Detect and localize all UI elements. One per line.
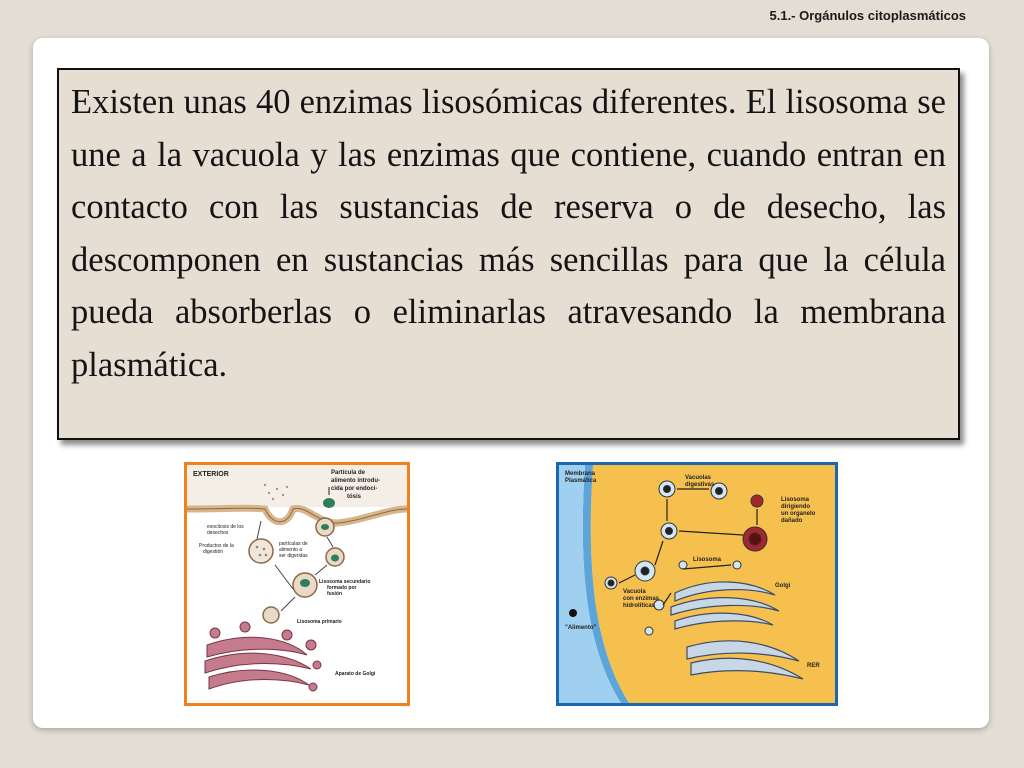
svg-text:fusión: fusión [327,591,342,597]
label-exterior: EXTERIOR [193,471,229,478]
svg-text:digestión: digestión [203,549,224,555]
svg-text:alimento introdu-: alimento introdu- [331,478,380,484]
svg-text:dirigiendo: dirigiendo [781,504,810,510]
svg-text:hidrolíticas: hidrolíticas [623,603,656,609]
svg-text:formado por: formado por [327,585,357,591]
svg-text:desechos: desechos [207,530,229,536]
label-membrana [565,471,597,484]
svg-text:cida por endoci-: cida por endoci- [331,486,378,492]
label-rer: RER [807,663,820,669]
svg-text:Membrana: Membrana [565,471,596,477]
svg-text:Lisosoma secundario: Lisosoma secundario [319,579,371,585]
svg-text:Lisosoma: Lisosoma [781,497,810,503]
lysosome-diagram-right-art [559,465,835,703]
body-paragraph: Existen unas 40 enzimas lisosómicas diferentes. El lisosoma se une a la vacuola y las enzimas que contiene, cuando entran en contacto con las sustancias de reserva o de desecho, las descomponen en sustancias más sencillas para que la célula pueda absorberlas o eliminarlas atravesando la membrana plasmática. [71,83,946,384]
svg-text:ser digeridas: ser digeridas [279,553,308,559]
page-header-title: 5.1.- Orgánulos citoplasmáticos [769,8,966,23]
label-lisosoma-primario: Lisosoma primario [297,619,342,625]
svg-text:Vacuola: Vacuola [623,589,646,595]
svg-text:un organelo: un organelo [781,511,816,517]
svg-text:alimento a: alimento a [279,547,303,553]
lysosome-diagram-left-art [187,465,407,703]
text-box [57,68,960,440]
svg-text:tósis: tósis [347,494,362,500]
svg-text:Plasmática: Plasmática [565,478,597,484]
svg-text:dañado: dañado [781,518,803,524]
lysosome-diagram-right [556,462,838,706]
svg-text:con enzimas: con enzimas [623,596,660,602]
svg-text:Vacuolas: Vacuolas [685,475,712,481]
label-alimento: "Alimento" [565,625,597,631]
label-vacuolas [685,475,715,488]
label-lisosoma: Lisosoma [693,557,722,563]
svg-text:exocitosis de los: exocitosis de los [207,524,244,530]
svg-text:partículas de: partículas de [279,541,308,547]
label-golgi-left: Aparato de Golgi [335,671,376,677]
lysosome-diagram-left [184,462,410,706]
svg-text:Productos de la: Productos de la [199,543,234,549]
svg-text:Partícula de: Partícula de [331,470,366,476]
label-golgi-right: Golgi [775,583,791,589]
svg-text:digestivas: digestivas [685,482,715,488]
